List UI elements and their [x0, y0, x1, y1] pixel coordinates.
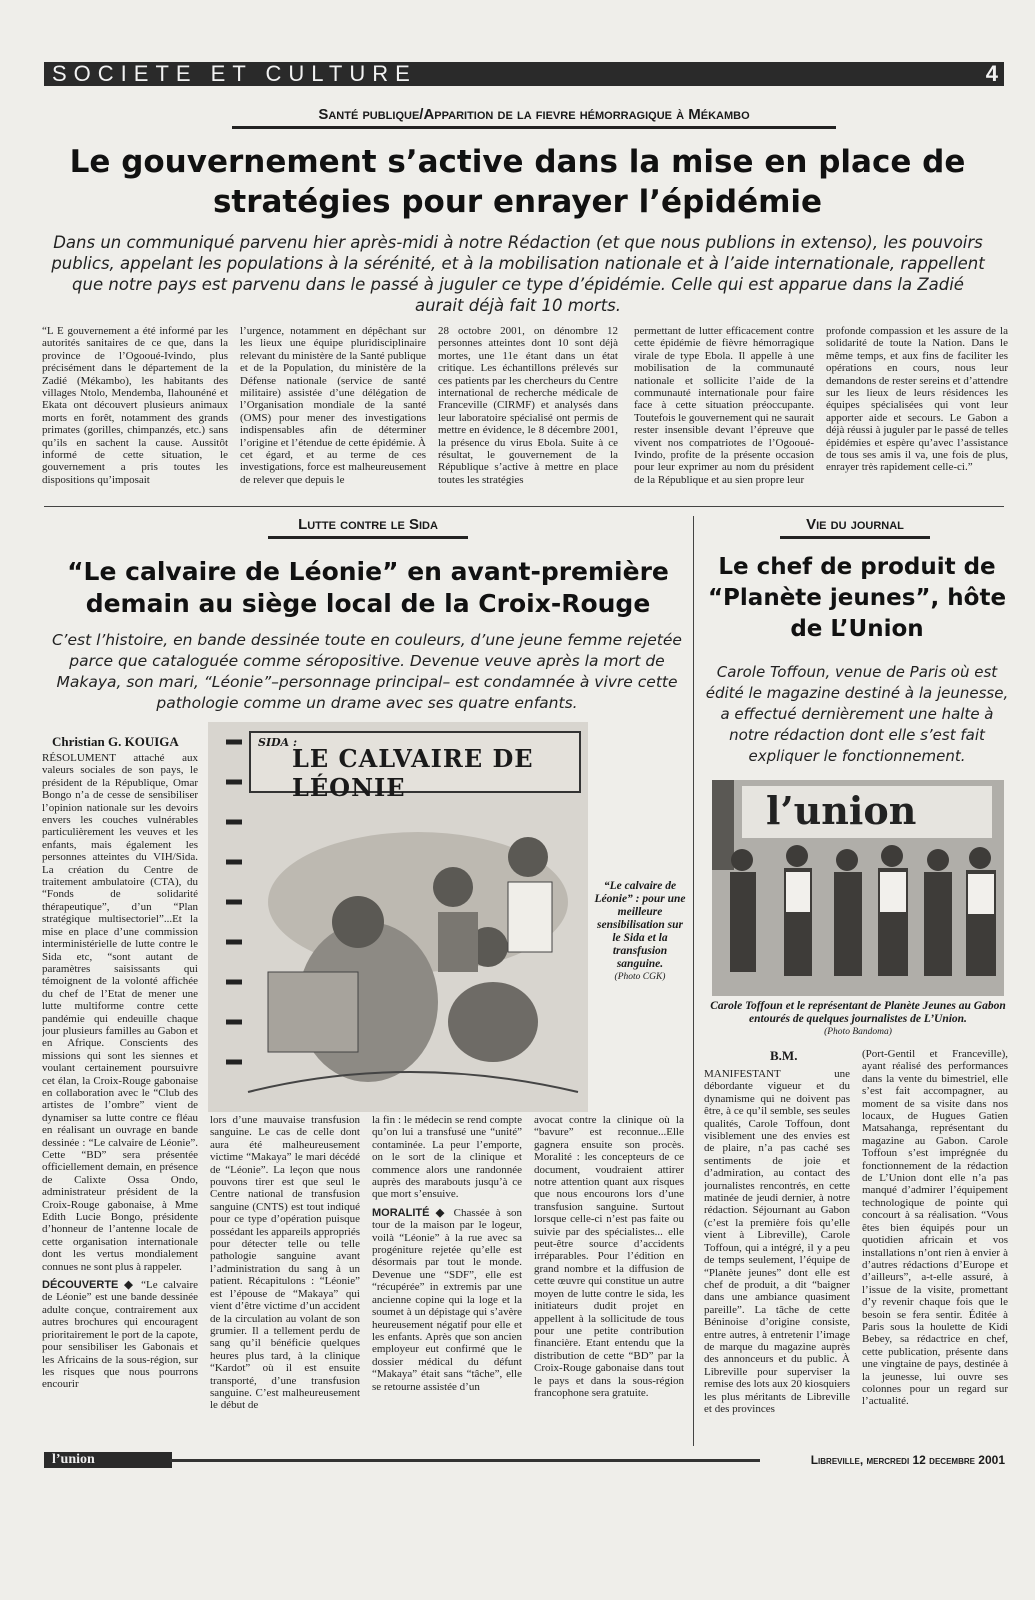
article2-chapo: C’est l’histoire, en bande dessinée toute en couleurs, d’une jeune femme rejetée parce que cataloguée comme séropositive. Devenue veuve après la mort de Makaya, son mari, “Léonie”–personnage principal– est condamnée à vivre cette pathologie comme un drame avec ses quatre enfants.	[52, 631, 682, 712]
article3-column-2: (Port-Gentil et Franceville), ayant réalisé des performances dans la vente du bimestriel, elle s’est fait accompagner, au moment de sa visite dans nos locaux, de Hugues Gatien Matsahanga, représentant du magazine au Gabon. Carole Toffoun s’est imprégnée du fonctionnement de la rédaction de L’Union dont elle n’a pas manqué d’admirer l’équipement technologique de pointe qui concourt à sa réalisation. “Vous êtes bien équipés pour un quotidien africain et vos installations n’ont rien à envier à d’autres rédactions d’Europe et d’ailleurs”, a-t-elle assuré, à l’issue de la visite, promettant d’y revenir chaque fois que le besoin se fera sentir. Éditée à Paris sous la houlette de Kidi Bebey, sa rédactrice en chef, cette publication, présente dans une vingtaine de pays, destinée à la jeunesse, lui ouvre ses colonnes pour un regard sur l’actualité.	[862, 1048, 1008, 1408]
comic-cover-tag: SIDA :	[258, 736, 298, 749]
article1-column-2: l’urgence, notamment en dépêchant sur les lieux une équipe pluridisciplinaire relevant du ministère de la Santé publique et de la Population, du ministère de la Défense nationale (service de santé militaire) assistée d’une délégation de l’Organisation mondiale de la santé (OMS) pour mener des investigations indispensables afin de déterminer l’origine et l’étendue de cette épidémie. À cet égard, et au terme de ces investigations, force est malheureusement de relever que depuis le	[240, 325, 426, 486]
article2-column-1: RÉSOLUMENT attaché aux valeurs sociales de son pays, le président de la République, Omar Bongo n’a de cesse de sensibiliser l’opinion nationale sur les devoirs envers les couches vulnérables particulièrement les veuves et les enfants, mais également les personnes atteintes du VIH/Sida. La création du Centre de traitement ambulatoire (CTA), du “Fonds de solidarité thérapeutique”, d’un “Plan stratégique multisectoriel”...Et la mise en place d’une commission interministérielle de lutte contre le Sida etc, “sont autant de paramètres saisissants qui témoignent de la volonté affichée du chef de l’Etat de mener une lutte multiforme contre cette pandémie qui endeuille chaque jour plusieurs familles au Gabon et en Afrique. Conscients des missions qui sont les siennes et voulant certainement poursuivre cet élan, la Croix-Rouge gabonaise en collaboration avec le “Club des artistes de l’ombre” vient de dynamiser sa lutte contre ce fléau en réalisant un ouvrage en bande dessinée : “Le calvaire de Léonie”. Cette “BD” sera présentée officiellement demain, en présence de Calixte Ossa Ondo, administrateur président de la Croix-Rouge gabonaise, à Mme Edith Lucie Bongo, présidente d’honneur de l’antenne locale de cette organisation internationale dont les vertus mondialement connues ne sont plus à rappeler. DÉCOUVERTE ◆ “Le calvaire de Léonie” est une bande dessinée adulte conçue, contrairement aux autres brochures qui encouragent prioritairement le port de la capote, pour sensibiliser les Gabonais et les Africains de la sous-région, sur les risques que nous pourrons encourir	[42, 752, 198, 1391]
article1-column-5: profonde compassion et les assure de la solidarité de toute la Nation. Dans le même temps, et aux fins de faciliter les opérations en cours, nous leur demandons de rester sereins et d’attendre sur les lieux de leurs résidences les équipes spécialisées qui vont leur apporter aide et secours. Le Gabon a déjà réussi à juguler par le passé de telles épidémies et espère qu’avec l’assistance de tous ses amis il va, une fois de plus, enrayer très rapidement celle-ci.”	[826, 325, 1008, 474]
staff-photo-sign: l’union	[766, 788, 917, 833]
article2-title: “Le calvaire de Léonie” en avant-première demain au siège local de la Croix-Rouge	[67, 557, 669, 618]
article1-chapo: Dans un communiqué parvenu hier après-midi à notre Rédaction (et que nous publions in extenso), les pouvoirs publics, appelant les populations à la sérénité, et à la mobilisation nationale et à l’aide internationale, rappellent que notre pays est parvenu dans le passé à juguler ce type d’épidémie. Celle qui est apparue dans la Zadié aurait déjà fait 10 morts.	[51, 233, 985, 315]
article3-byline: B.M.	[770, 1048, 798, 1063]
article1-column-4: permettant de lutter efficacement contre cette épidémie de fièvre hémorragique virale de type Ebola. Il appelle à une mobilisation de la communauté nationale et sollicite l’aide de la communauté internationale pour faire face à cette situation préoccupante. Toutefois le gouvernement qui ne saurait rester insensible devant l’épreuve que vivent nos compatriotes de l’Ogooué-Ivindo, profite de la présente occasion pour leur exprimer au nom du président de la République et au sien propre leur	[634, 325, 814, 486]
article1-column-3: 28 octobre 2001, on dénombre 12 personnes atteintes dont 10 sont déjà mortes, une 11e étant dans un état critique. Les échantillons prélevés sur ces patients par les chercheurs du Centre international de recherche médicale de Franceville (CIRMF) et analysés dans leur laboratoire spécialisé ont permis de mettre en évidence, le 8 décembre 2001, la présence du virus Ebola. Suite à ce résultat, le gouvernement de la République s’active à mettre en place toutes les stratégies	[438, 325, 618, 486]
comic-cover-image	[208, 722, 588, 1112]
article3-kicker: Vie du journal	[780, 516, 930, 539]
comic-cover-title: LE CALVAIRE DE LÉONIE	[292, 744, 534, 802]
comic-caption: “Le calvaire de Léonie” : pour une meilleure sensibilisation sur le Sida et la transfusion sanguine. (Photo CGK)	[594, 880, 686, 982]
article2-kicker: Lutte contre le Sida	[268, 516, 468, 539]
staff-photo	[712, 780, 1004, 996]
footer-rule	[170, 1459, 760, 1462]
section-rubric: SOCIETE ET CULTURE	[52, 61, 417, 86]
staff-photo-caption: Carole Toffoun et le représentant de Planète Jeunes au Gabon entourés de quelques journalistes de L’Union. (Photo Bandoma)	[710, 1000, 1006, 1037]
section-band	[44, 62, 1004, 86]
article3-title: Le chef de produit de “Planète jeunes”, hôte de L’Union	[707, 554, 1007, 642]
article1-kicker: Santé publique/Apparition de la fievre hémorragique à Mékambo	[232, 106, 836, 129]
article1-column-1: “L E gouvernement a été informé par les autorités sanitaires de ce que, dans la province de l’Ogooué-Ivindo, plus précisément dans le département de la Zadié (Mékambo), les habitants des villages Ntolo, Mendemba, Ilahounéné et Ekata ont découvert plusieurs animaux morts en forêt, notamment des grands primates (gorilles, chimpanzés, etc.) sans qu’ils en sachent la cause. Aussitôt informé de cette situation, le gouvernement a pris toutes les dispositions qu’imposait	[42, 325, 228, 486]
column-divider	[693, 516, 694, 1446]
article3-column-1: MANIFESTANT une débordante vigueur et du dynamisme qui ne doivent pas être, à ce qu’il semble, ses seules qualités, Carole Toffoun, dont visiblement une des envies est de plaire, n’a pas caché ses sentiments de joie et d’admiration, au contact des journalistes rencontrés, en cette matinée de jeudi dernier, à notre rédaction. Séjournant au Gabon (c’est la première fois qu’elle vient à Libreville), Carole Toffoun, qui a intégré, il y a peu de temps seulement, l’équipe de “Planète jeunes” dont elle est chef de produit, a dit “baigner dans une ambiance quasiment pareille”. La tâche de cette Béninoise d’origine consiste, entre autres, à entretenir l’image de marque du magazine auprès des annonceurs et du public. À Libreville pour superviser la remise des lots aux 20 kiosquiers les plus méritants de Libreville et des provinces	[704, 1068, 850, 1415]
article2-column-3: la fin : le médecin se rend compte qu’on lui a transfusé une “unité” contaminée. La peur l’emporte, on le sort de la clinique et commence alors une randonnée auprès des marabouts jusqu’à ce que mort s’ensuive. MORALITÉ ◆ Chassée à son tour de la maison par le logeur, voilà “Léonie” à la rue avec sa progéniture rejetée qu’elle est désormais par tout le monde. Devenue une “SDF”, elle est “récupérée” in extremis par une ancienne copine qui la loge et la soumet à un dépistage qui s’avère heureusement négatif pour elle et les enfants. Après que son ancien employeur eut confirmé que le dossier médical du défunt “Makaya” était sans “tâche”, elle se retourne assistée d’un	[372, 1114, 522, 1393]
article2-column-2: lors d’une mauvaise transfusion sanguine. Le cas de celle dont aura été malheureusement victime “Makaya” le mari décédé de “Léonie”. La leçon que nous pouvons tirer est que seul le Centre national de transfusion sanguine (CNTS) est tout indiqué pour ce type d’opération puisque possédant les appareils appropriés pour détecter telle ou telle pathologie sanguine avant l’administration du sang à un patient. Récapitulons : “Léonie” est l’épouse de “Makaya” qui vient d’être victime d’un accident de la circulation au volant de son grumier. Il a tellement perdu de sang qu’il bénéficie quelques heures plus tard, à la clinique “Kardot” où il est ensuite transporté, d’une transfusion sanguine. C’est malheureusement le début de	[210, 1114, 360, 1412]
article1-title: Le gouvernement s’active dans la mise en place de stratégies pour enrayer l’épidémie	[69, 144, 966, 220]
footer-dateline: Libreville, mercredi 12 decembre 2001	[810, 1453, 1005, 1467]
article1-bottom-rule	[44, 506, 1004, 507]
footer-logo: l’union	[44, 1452, 172, 1468]
article2-byline: Christian G. KOUIGA	[52, 734, 179, 749]
page-number: 4	[985, 61, 998, 86]
article3-chapo: Carole Toffoun, venue de Paris où est édité le magazine destiné à la jeunesse, a effectué dernièrement une halte à notre rédaction dont elle s’est fait expliquer le fonctionnement.	[705, 663, 1009, 765]
article2-column-4: avocat contre la clinique où la “bavure” est reconnue...Elle gagnera ensuite son procès. Moralité : les concepteurs de ce document, voudraient attirer notre attention quant aux risques que nous encourons lors d’une transfusion sanguine. Surtout lorsque celle-ci n’est pas faite ou suivie par des spécialistes... elle peut-être source d’accidents irréparables. Pour l’édition en grand nombre et la diffusion de cette œuvre qui constitue un autre moyen de lutte contre le sida, les initiateurs dudit projet en appellent à la sollicitude de tous pour une petite contribution financière. Etant entendu que la distribution de cette “BD” par la Croix-Rouge gabonaise dans tout le pays et dans la sous-région francophone sera gratuite.	[534, 1114, 684, 1399]
